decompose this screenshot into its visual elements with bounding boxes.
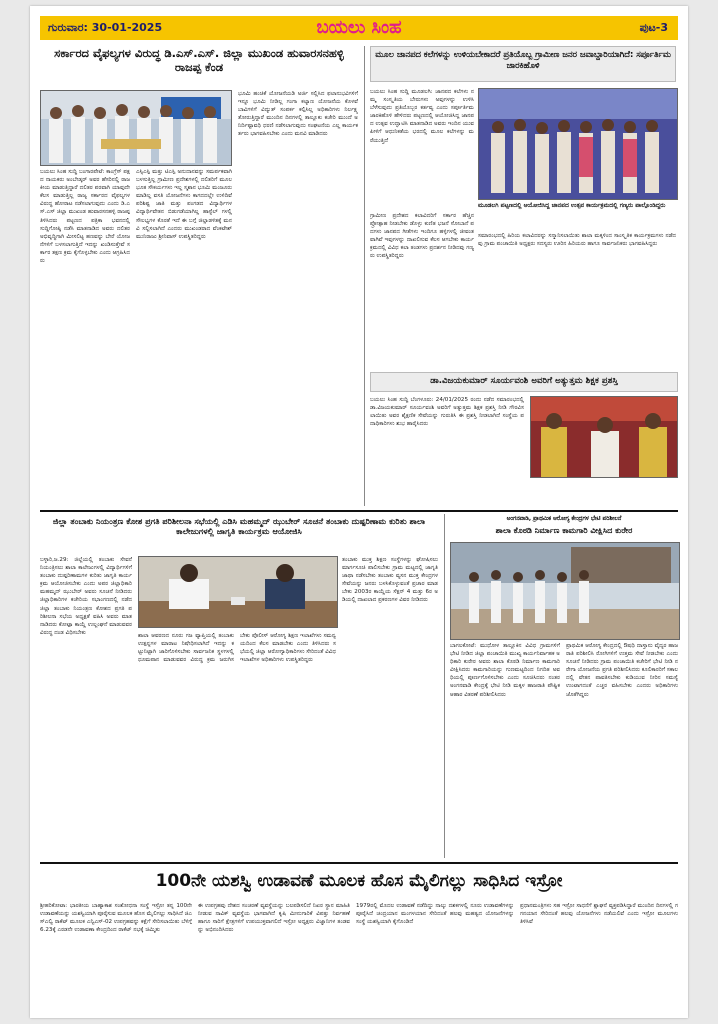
article-6-column-4: ಪ್ರಧಾನಮಂತ್ರಿಗಳು ಸಹ ಇಸ್ರೋ ಸಾಧನೆಗೆ ಶ್ಲಾಘನೆ ವ್ಯಕ್ತಪಡಿಸಿದ್ದಾರೆ ಮುಂದಿನ ದಿನಗಳಲ್ಲಿ ಗಗನಯಾನ ಸೇರಿದಂತೆ ಹಲವು ಯೋಜನೆಗಳು ನಡೆಯಲಿವೆ ಎಂದು ಇಸ್ರೋ ಮೂಲಗಳು ತಿಳಿಸಿವೆ xyxy=(520,903,678,926)
article-1-photo-image xyxy=(41,91,231,165)
article-5-kicker: ಅಂಗನವಾಡಿ, ಪ್ರಾಥಮಿಕ ಆರೋಗ್ಯ ಕೇಂದ್ರಗಳ ಭೇಟಿ ಪರಿಶೀಲನೆ xyxy=(506,516,622,522)
article-2-headline: ಮೂಲ ಜಾನಪದ ಕಲೆಗಳನ್ನು ಉಳಿಯಬೇಕಾದರೆ ಪ್ರತಿಯೊಬ್ಬ ಗ್ರಾಮೀಣ ಜನರ ಜವಾಬ್ದಾರಿಯಾಗಿದೆ: ಸರ್ಪೂರ್ತಿಮ ಜಾರಕಿಹೊಳಿ xyxy=(370,46,676,82)
section-divider xyxy=(40,510,678,512)
article-5-column-2: ಪ್ರಾಥಮಿಕ ಆರೋಗ್ಯ ಕೇಂದ್ರದಲ್ಲಿ ಔಷಧಿ ದಾಸ್ತಾನು ವೈದ್ಯರ ಹಾಜರಾತಿ ಪರಿಶೀಲಿಸಿ ರೋಗಿಗಳಿಗೆ ಉತ್ತಮ ಸೇವೆ ನೀಡಬೇಕು ಎಂದು ಸೂಚನೆ ನೀಡಿದರು ಗ್ರಾಮ ಪಂಚಾಯಿತಿ ಕಚೇರಿಗೆ ಭೇಟಿ ನೀಡಿ ನರೇಗಾ ಯೋಜನೆಯ ಪ್ರಗತಿ ಪರಿಶೀಲಿಸಿದರು ಕೂಲಿಕಾರರಿಗೆ ಸಕಾಲದಲ್ಲಿ ವೇತನ ಪಾವತಿಸಬೇಕು ಕುಡಿಯುವ ನೀರಿನ ಸಮಸ್ಯೆ ಉಂಟಾಗದಂತೆ ಎಚ್ಚರ ವಹಿಸಬೇಕು ಎಂದರು ಅಧಿಕಾರಿಗಳು ಜೊತೆಗಿದ್ದರು xyxy=(566,643,678,698)
article-1-photo xyxy=(40,90,232,166)
article-3-photo xyxy=(530,396,678,478)
article-6-column-3: 1979ರಲ್ಲಿ ಮೊದಲ ಉಡಾವಣೆ ನಡೆದಿದ್ದು ನಾಲ್ಕು ದಶಕಗಳಲ್ಲಿ ನೂರು ಉಡಾವಣೆಗಳನ್ನು ಪೂರೈಸಿದೆ ಚಂದ್ರಯಾನ ಮಂಗಳಯಾನ ಸೇರಿದಂತೆ ಹಲವು ಮಹತ್ವದ ಯೋಜನೆಗಳನ್ನು ಸಂಸ್ಥೆ ಯಶಸ್ವಿಯಾಗಿ ಕೈಗೊಂಡಿದೆ xyxy=(356,903,514,926)
article-2-photo xyxy=(478,88,678,200)
newspaper-title: ಬಯಲು ಸಿಂಹ xyxy=(316,17,402,38)
article-2-photo-caption: ಮೂಡಲಗಿ ಪಟ್ಟಣದಲ್ಲಿ ಆಯೋಜಿಸಿದ್ದ ಜಾನಪದ ಉತ್ಸವ ಕಾರ್ಯಕ್ರಮದಲ್ಲಿ ಗಣ್ಯರು ಪಾಲ್ಗೊಂಡಿದ್ದರು xyxy=(478,202,666,209)
article-3-photo-image xyxy=(531,397,677,477)
newspaper-page xyxy=(30,6,688,1018)
article-3-headline: ಡಾ.ವಿಜಯಕುಮಾರ್ ಸೂರ್ಯವಂಶಿ ಅವರಿಗೆ ಅತ್ಯುತ್ತಮ ಶಿಕ್ಷಕ ಪ್ರಶಸ್ತಿ xyxy=(370,372,678,392)
article-3-column-1: ಬಯಲು ಸಿಂಹ ಸುದ್ದಿ ಬೆಂಗಳೂರು: 24/01/2025 ರಂದು ನಡೆದ ಸಮಾರಂಭದಲ್ಲಿ ಡಾ.ವಿಜಯಕುಮಾರ್ ಸೂರ್ಯವಂಶಿ ಅವರಿಗೆ ಅತ್ಯುತ್ತಮ ಶಿಕ್ಷಕ ಪ್ರಶಸ್ತಿ ನೀಡಿ ಗೌರವಿಸಲಾಯಿತು ಅವರ ಶೈಕ್ಷಣಿಕ ಸೇವೆಯನ್ನು ಗುರುತಿಸಿ ಈ ಪ್ರಶಸ್ತಿ ನೀಡಲಾಗಿದೆ ಸಂಸ್ಥೆಯ ಪದಾಧಿಕಾರಿಗಳು ಶುಭ ಹಾರೈಸಿದರು xyxy=(370,397,524,428)
article-2-column-2: ಗ್ರಾಮೀಣ ಪ್ರದೇಶದ ಕಲಾವಿದರಿಗೆ ಸರ್ಕಾರ ಹೆಚ್ಚಿನ ಪ್ರೋತ್ಸಾಹ ನೀಡಬೇಕು ಡೊಳ್ಳು ಕುಣಿತ ಭಜನೆ ಸೋಬಾನೆ ಪದಗಳು ಜಾನಪದ ಗೀತೆಗಳು ಇಂದಿಗೂ ಹಳ್ಳಿಗಳಲ್ಲಿ ಜೀವಂತವಾಗಿವೆ ಇವುಗಳನ್ನು ದಾಖಲಿಸುವ ಕೆಲಸ ಆಗಬೇಕು ಕಾರ್ಯಕ್ರಮದಲ್ಲಿ ವಿವಿಧ ಕಲಾ ತಂಡಗಳು ಪ್ರದರ್ಶನ ನೀಡಿದವು ಗಣ್ಯರು ಉಪಸ್ಥಿತರಿದ್ದರು xyxy=(370,213,474,260)
column-divider xyxy=(364,46,365,506)
article-5-photo-image xyxy=(451,543,679,639)
article-1-headline: ಸರ್ಕಾರದ ವೈಫಲ್ಯಗಳ ವಿರುದ್ಧ ಡಿ.ಎಸ್.ಎಸ್. ಜಿಲ್ಲಾ ಮುಖಂಡ ಹುವಾರಸನಹಳ್ಳಿ ರಾಜಪ್ಪ ಕೆಂಡ xyxy=(54,46,344,75)
article-2-photo-image xyxy=(479,89,677,199)
article-1-column-2: ಎಸ್ಸಿಎಸ್ಪಿ ಮತ್ತು ಟಿಎಸ್ಪಿ ಅನುದಾನವನ್ನು ಸಮರ್ಪಕವಾಗಿ ಬಳಸುತ್ತಿಲ್ಲ ಗ್ರಾಮೀಣ ಪ್ರದೇಶಗಳಲ್ಲಿ ದಲಿತರಿಗೆ ಮೂಲಭೂತ ಸೌಕರ್ಯಗಳು ಇಲ್ಲ ಸ್ಮಶಾನ ಭೂಮಿ ಮಂಜೂರು ಮಾಡಿಲ್ಲ ವಸತಿ ಯೋಜನೆಗಳು ಕಾಗದದಲ್ಲೇ ಉಳಿದಿವೆ ಪರಿಶಿಷ್ಟ ಜಾತಿ ಮತ್ತು ಪಂಗಡದ ವಿದ್ಯಾರ್ಥಿಗಳ ವಿದ್ಯಾರ್ಥಿವೇತನ ಬಿಡುಗಡೆಯಾಗಿಲ್ಲ ಹಾಸ್ಟೆಲ್ ಗಳಲ್ಲಿ ಸೌಲಭ್ಯಗಳ ಕೊರತೆ ಇದೆ ಈ ಬಗ್ಗೆ ಜಿಲ್ಲಾಡಳಿತಕ್ಕೆ ಮನವಿ ಸಲ್ಲಿಸಲಾಗಿದೆ ಎಂದರು ಮುಖಂಡರಾದ ವೆಂಕಟೇಶ್ ಮುನಿರಾಜು ಶ್ರೀನಿವಾಸ್ ಉಪಸ್ಥಿತರಿದ್ದರು xyxy=(136,169,232,240)
article-5-photo xyxy=(450,542,680,640)
column-divider xyxy=(444,514,445,858)
article-4-photo-image xyxy=(139,557,337,627)
article-4-photo xyxy=(138,556,338,628)
article-5-column-1: ಬಾಗಲಕೋಟೆ: ಮುಧೋಳ ತಾಲ್ಲೂಕಿನ ವಿವಿಧ ಗ್ರಾಮಗಳಿಗೆ ಭೇಟಿ ನೀಡಿದ ಜಿಲ್ಲಾ ಪಂಚಾಯಿತಿ ಮುಖ್ಯ ಕಾರ್ಯನಿರ್ವಾಹಕ ಅಧಿಕಾರಿ ಕುರೇರ ಅವರು ಶಾಲಾ ಕೊಠಡಿ ನಿರ್ಮಾಣ ಕಾಮಗಾರಿ ವೀಕ್ಷಿಸಿದರು ಕಾಮಗಾರಿಯನ್ನು ಗುಣಮಟ್ಟದಿಂದ ನಿಗದಿತ ಅವಧಿಯಲ್ಲಿ ಪೂರ್ಣಗೊಳಿಸಬೇಕು ಎಂದು ಸೂಚಿಸಿದರು ನಂತರ ಅಂಗನವಾಡಿ ಕೇಂದ್ರಕ್ಕೆ ಭೇಟಿ ನೀಡಿ ಮಕ್ಕಳ ಹಾಜರಾತಿ ಪೌಷ್ಟಿಕ ಆಹಾರ ವಿತರಣೆ ಪರಿಶೀಲಿಸಿದರು xyxy=(450,643,560,698)
masthead xyxy=(40,16,678,40)
article-4-column-1: ಬಳ್ಳಾರಿ,ಜ.29: ಜಿಲ್ಲೆಯಲ್ಲಿ ತಂಬಾಕು ಸೇವನೆ ನಿಯಂತ್ರಿಸಲು ಶಾಲಾ ಕಾಲೇಜುಗಳಲ್ಲಿ ವಿದ್ಯಾರ್ಥಿಗಳಿಗೆ ತಂಬಾಕು ದುಷ್ಪರಿಣಾಮಗಳ ಕುರಿತು ಜಾಗೃತಿ ಕಾರ್ಯಕ್ರಮ ಆಯೋಜಿಸಬೇಕು ಎಂದು ಅಪರ ಜಿಲ್ಲಾಧಿಕಾರಿ ಮಹಮ್ಮದ್ ಝುಬೇರ್ ಅವರು ಸೂಚನೆ ನೀಡಿದರು ಜಿಲ್ಲಾಧಿಕಾರಿಗಳ ಕಚೇರಿಯ ಸಭಾಂಗಣದಲ್ಲಿ ನಡೆದ ಜಿಲ್ಲಾ ತಂಬಾಕು ನಿಯಂತ್ರಣ ಕೋಶದ ಪ್ರಗತಿ ಪರಿಶೀಲನಾ ಸಭೆಯ ಅಧ್ಯಕ್ಷತೆ ವಹಿಸಿ ಅವರು ಮಾತನಾಡಿದರು ಕೋಟ್ಪಾ ಕಾಯ್ದೆ ಉಲ್ಲಂಘನೆ ಮಾಡುವವರ ವಿರುದ್ಧ ದಂಡ ವಿಧಿಸಬೇಕು xyxy=(40,557,132,636)
article-2-column-3: ಸಮಾರಂಭದಲ್ಲಿ ಹಿರಿಯ ಕಲಾವಿದರನ್ನು ಸನ್ಮಾನಿಸಲಾಯಿತು ಶಾಲಾ ಮಕ್ಕಳಿಂದ ಸಾಂಸ್ಕೃತಿಕ ಕಾರ್ಯಕ್ರಮಗಳು ನಡೆದವು ಗ್ರಾಮ ಪಂಚಾಯಿತಿ ಅಧ್ಯಕ್ಷರು ಸದಸ್ಯರು ಊರಿನ ಹಿರಿಯರು ಹಾಗೂ ಸಾರ್ವಜನಿಕರು ಭಾಗವಹಿಸಿದ್ದರು xyxy=(478,233,676,248)
article-2-column-1: ಬಯಲು ಸಿಂಹ ಸುದ್ದಿ ಮೂಡಲಗಿ: ಜಾನಪದ ಕಲೆಗಳು ನಮ್ಮ ಸಂಸ್ಕೃತಿಯ ಬೇರುಗಳು ಅವುಗಳನ್ನು ಉಳಿಸಿ ಬೆಳೆಸುವುದು ಪ್ರತಿಯೊಬ್ಬರ ಕರ್ತವ್ಯ ಎಂದು ಸರ್ಪೂರ್ತಿಮ ಜಾರಕಿಹೊಳಿ ಹೇಳಿದರು ಪಟ್ಟಣದಲ್ಲಿ ಆಯೋಜಿಸಿದ್ದ ಜಾನಪದ ಉತ್ಸವ ಉದ್ಘಾಟಿಸಿ ಮಾತನಾಡಿದ ಅವರು ಇಂದಿನ ಯುವ ಪೀಳಿಗೆ ಆಧುನಿಕತೆಯ ಭರದಲ್ಲಿ ಮೂಲ ಕಲೆಗಳನ್ನು ಮರೆಯುತ್ತಿದೆ xyxy=(370,89,474,144)
article-1-column-3: ಭೂಮಿ ಹಂಚಿಕೆ ಯೋಜನೆಯಡಿ ಅರ್ಜಿ ಸಲ್ಲಿಸಿದ ಫಲಾನುಭವಿಗಳಿಗೆ ಇನ್ನೂ ಭೂಮಿ ನೀಡಿಲ್ಲ ಗಂಗಾ ಕಲ್ಯಾಣ ಯೋಜನೆಯ ಕೊಳವೆ ಬಾವಿಗಳಿಗೆ ವಿದ್ಯುತ್ ಸಂಪರ್ಕ ಕಲ್ಪಿಸಿಲ್ಲ ಅಧಿಕಾರಿಗಳು ನಿರ್ಲಕ್ಷ್ಯ ತೋರುತ್ತಿದ್ದಾರೆ ಮುಂದಿನ ದಿನಗಳಲ್ಲಿ ತಾಲ್ಲೂಕು ಕಚೇರಿ ಮುಂದೆ ಅನಿರ್ದಿಷ್ಟಾವಧಿ ಧರಣಿ ನಡೆಸಲಾಗುವುದು ಸಂಘಟನೆಯ ಎಲ್ಲ ಕಾರ್ಯಕರ್ತರು ಭಾಗವಹಿಸಬೇಕು ಎಂದು ಮನವಿ ಮಾಡಿದರು xyxy=(238,91,358,138)
article-6-column-1: ಶ್ರೀಹರಿಕೋಟಾ: ಭಾರತೀಯ ಬಾಹ್ಯಾಕಾಶ ಸಂಶೋಧನಾ ಸಂಸ್ಥೆ ಇಸ್ರೋ ತನ್ನ 100ನೇ ಉಡಾವಣೆಯನ್ನು ಯಶಸ್ವಿಯಾಗಿ ಪೂರೈಸುವ ಮೂಲಕ ಹೊಸ ಮೈಲಿಗಲ್ಲು ಸಾಧಿಸಿದೆ ಜಿಎಸ್ಎಲ್ವಿ ರಾಕೆಟ್ ಮೂಲಕ ಎನ್ವಿಎಸ್-02 ಉಪಗ್ರಹವನ್ನು ಕಕ್ಷೆಗೆ ಸೇರಿಸಲಾಯಿತು ಬೆಳಿಗ್ಗೆ 6.23ಕ್ಕೆ ಎರಡನೇ ಉಡಾವಣಾ ಕೇಂದ್ರದಿಂದ ರಾಕೆಟ್ ನಭಕ್ಕೆ ಚಿಮ್ಮಿತು xyxy=(40,903,192,934)
page-number: ಪುಟ-3 xyxy=(639,21,668,34)
article-4-column-2: ಶಾಲಾ ಆವರಣದ ನೂರು ಗಜ ವ್ಯಾಪ್ತಿಯಲ್ಲಿ ತಂಬಾಕು ಉತ್ಪನ್ನಗಳ ಮಾರಾಟ ನಿಷೇಧಿಸಲಾಗಿದೆ ಇದನ್ನು ಕಟ್ಟುನಿಟ್ಟಾಗಿ ಜಾರಿಗೊಳಿಸಬೇಕು ಸಾರ್ವಜನಿಕ ಸ್ಥಳಗಳಲ್ಲಿ ಧೂಮಪಾನ ಮಾಡುವವರ ವಿರುದ್ಧ ಕ್ರಮ ಜರುಗಿಸಬೇಕು ಪೊಲೀಸ್ ಆರೋಗ್ಯ ಶಿಕ್ಷಣ ಇಲಾಖೆಗಳು ಸಮನ್ವಯದಿಂದ ಕೆಲಸ ಮಾಡಬೇಕು ಎಂದು ತಿಳಿಸಿದರು ಸಭೆಯಲ್ಲಿ ಜಿಲ್ಲಾ ಆರೋಗ್ಯಾಧಿಕಾರಿಗಳು ಸೇರಿದಂತೆ ವಿವಿಧ ಇಲಾಖೆಗಳ ಅಧಿಕಾರಿಗಳು ಉಪಸ್ಥಿತರಿದ್ದರು xyxy=(138,633,336,664)
article-4-headline: ಜಿಲ್ಲಾ ತಂಬಾಕು ನಿಯಂತ್ರಣ ಕೋಶ ಪ್ರಗತಿ ಪರಿಶೀಲನಾ ಸಭೆಯಲ್ಲಿ ಎಡಿಸಿ ಮಹಮ್ಮದ್ ಝುಬೇರ್ ಸೂಚನೆ ತಂಬಾಕು ದುಷ್ಪರಿಣಾಮ ಕುರಿತು ಶಾಲಾ ಕಾಲೇಜುಗಳಲ್ಲಿ ಜಾಗೃತಿ ಕಾರ್ಯಕ್ರಮ ಆಯೋಜಿಸಿ xyxy=(52,516,426,537)
article-4-column-3: ತಂಬಾಕು ಮುಕ್ತ ಶಿಕ್ಷಣ ಸಂಸ್ಥೆಗಳನ್ನು ಘೋಷಿಸಲು ಮಾರ್ಗಸೂಚಿ ಪಾಲಿಸಬೇಕು ಗ್ರಾಮ ಮಟ್ಟದಲ್ಲಿ ಜಾಗೃತಿ ಜಾಥಾ ನಡೆಸಬೇಕು ತಂಬಾಕು ವ್ಯಸನ ಮುಕ್ತ ಕೇಂದ್ರಗಳ ಸೇವೆಯನ್ನು ಜನರು ಬಳಸಿಕೊಳ್ಳುವಂತೆ ಪ್ರಚಾರ ಮಾಡಬೇಕು 2003ರ ಕಾಯ್ದೆಯ ಸೆಕ್ಷನ್ 4 ಮತ್ತು 6ರ ಅಡಿಯಲ್ಲಿ ದಾಖಲಾದ ಪ್ರಕರಣಗಳ ವಿವರ ನೀಡಿದರು xyxy=(342,557,438,604)
article-1-column-1: ಬಯಲು ಸಿಂಹ ಸುದ್ದಿ ಬಂಗಾರಪೇಟೆ: ಕಾಂಗ್ರೆಸ್ ಪಕ್ಷದ ನಾಯಕರು ಅಂಬೇಡ್ಕರ್ ಅವರ ಹೆಸರಿನಲ್ಲಿ ರಾಜಕೀಯ ಮಾಡುತ್ತಿದ್ದಾರೆ ದಲಿತರ ಪರವಾಗಿ ಯಾವುದೇ ಕೆಲಸ ಮಾಡುತ್ತಿಲ್ಲ ರಾಜ್ಯ ಸರ್ಕಾರದ ವೈಫಲ್ಯಗಳ ವಿರುದ್ಧ ಹೋರಾಟ ನಡೆಸಲಾಗುವುದು ಎಂದು ಡಿ.ಎಸ್.ಎಸ್ ಜಿಲ್ಲಾ ಮುಖಂಡ ಹುವಾರಸನಹಳ್ಳಿ ರಾಜಪ್ಪ ತಿಳಿಸಿದರು ಪಟ್ಟಣದ ಪತ್ರಿಕಾ ಭವನದಲ್ಲಿ ಸುದ್ದಿಗೋಷ್ಠಿ ನಡೆಸಿ ಮಾತನಾಡಿದ ಅವರು ದಲಿತರ ಅಭಿವೃದ್ಧಿಗಾಗಿ ಮೀಸಲಿಟ್ಟ ಹಣವನ್ನು ಬೇರೆ ಯೋಜನೆಗಳಿಗೆ ಬಳಸಲಾಗುತ್ತಿದೆ ಇದನ್ನು ಖಂಡಿಸುತ್ತೇವೆ ಸರ್ಕಾರ ತಕ್ಷಣ ಕ್ರಮ ಕೈಗೊಳ್ಳಬೇಕು ಎಂದು ಆಗ್ರಹಿಸಿದರು xyxy=(40,169,130,265)
issue-date: ಗುರುವಾರ: 30-01-2025 xyxy=(48,21,163,34)
article-6-column-2: ಈ ಉಪಗ್ರಹವು ದೇಶದ ಸಂಚರಣೆ ವ್ಯವಸ್ಥೆಯನ್ನು ಬಲಪಡಿಸಲಿದೆ ನಿಖರ ಸ್ಥಾನ ಮಾಹಿತಿ ನೀಡುವ ನಾವಿಕ್ ವ್ಯವಸ್ಥೆಯ ಭಾಗವಾಗಿದೆ ಕೃಷಿ ಮೀನುಗಾರಿಕೆ ವಿಪತ್ತು ನಿರ್ವಹಣೆ ಹಾಗೂ ಸಾರಿಗೆ ಕ್ಷೇತ್ರಗಳಿಗೆ ಉಪಯುಕ್ತವಾಗಲಿದೆ ಇಸ್ರೋ ಅಧ್ಯಕ್ಷರು ವಿಜ್ಞಾನಿಗಳ ತಂಡವನ್ನು ಅಭಿನಂದಿಸಿದರು xyxy=(198,903,350,934)
article-5-headline: ಶಾಲಾ ಕೊಠಡಿ ನಿರ್ಮಾಣ ಕಾಮಗಾರಿ ವೀಕ್ಷಿಸಿದ ಕುರೇರ xyxy=(495,526,633,535)
article-6-headline: 100ನೇ ಯಶಸ್ವಿ ಉಡಾವಣೆ ಮೂಲಕ ಹೊಸ ಮೈಲಿಗಲ್ಲು ಸಾಧಿಸಿದ ಇಸ್ರೋ xyxy=(155,871,563,891)
section-divider xyxy=(40,862,678,864)
